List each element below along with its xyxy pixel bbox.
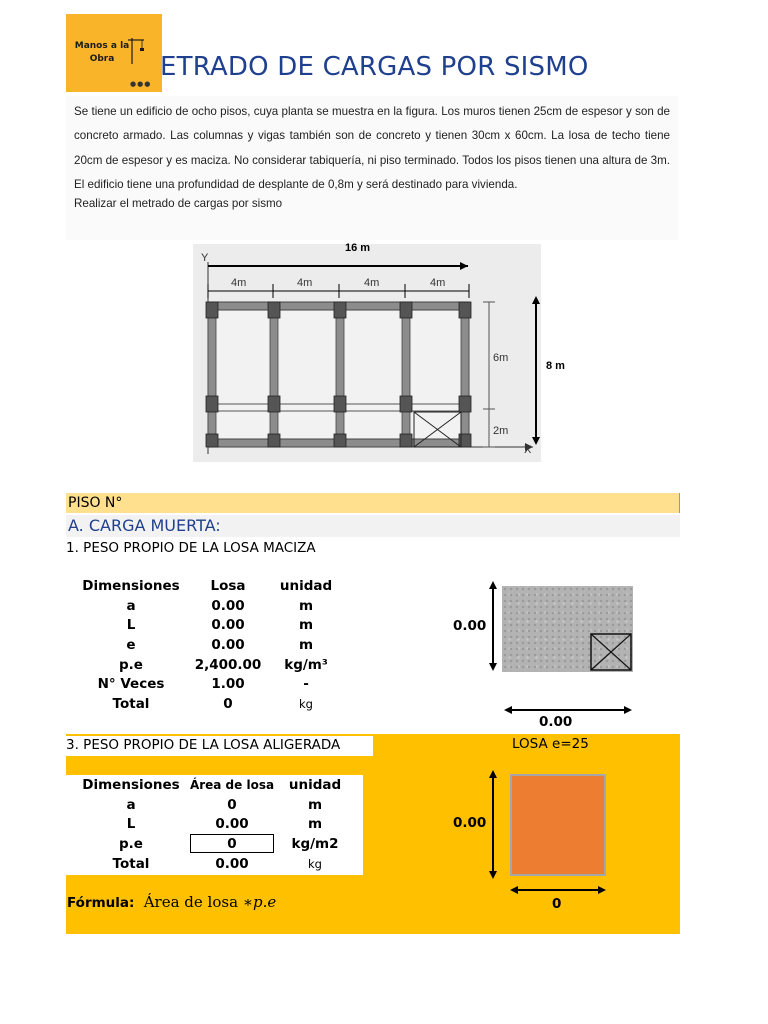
table-cell[interactable]: 1.00: [211, 676, 245, 693]
table-header-row: [74, 576, 344, 596]
table-cell: [188, 834, 276, 854]
carga-muerta-heading: A. CARGA MUERTA:: [66, 515, 680, 537]
bay-label: 4m: [297, 277, 313, 289]
span-2-label: 2m: [493, 425, 509, 437]
table-row: [74, 854, 354, 874]
table-cell[interactable]: 0.00: [211, 636, 245, 653]
span-6-label: 6m: [493, 352, 509, 364]
logo-dots: ●●●: [130, 80, 152, 88]
table-cell: p.e: [119, 656, 143, 673]
bay-label: 4m: [231, 277, 247, 289]
table-cell[interactable]: 0.00: [215, 816, 249, 833]
losa-thickness-label: LOSA e=25: [512, 736, 589, 752]
table-header-row: [74, 775, 354, 795]
section-losa-aligerada-title: 3. PESO PROPIO DE LA LOSA ALIGERADA: [66, 736, 373, 756]
pe-input-cell[interactable]: 0: [190, 834, 274, 853]
maciza-width-value: 0.00: [539, 714, 573, 730]
losa-aligerada-shape: [510, 774, 606, 876]
logo-line1: Manos a la: [74, 41, 130, 51]
table-header-cell: Dimensiones: [82, 776, 180, 793]
problem-instruction: Realizar el metrado de cargas por sismo: [74, 197, 283, 211]
building-plan-figure: [193, 244, 541, 462]
table-cell: a: [126, 796, 136, 813]
concrete-slab-image: [502, 586, 633, 672]
formula-operator: ∗: [242, 893, 254, 911]
table-cell[interactable]: 0.00: [211, 597, 245, 614]
table-row: [74, 795, 354, 815]
formula-label: Fórmula:: [67, 895, 135, 911]
crane-icon: [126, 36, 146, 66]
piso-number-row: PISO N°: [66, 493, 680, 513]
problem-text: Se tiene un edificio de ocho pisos, cuya planta se muestra en la figura. Los muros tienen 25cm de espesor y son de concreto armado. Las columnas y vigas también son de concreto y tienen 30cm x 60cm. La losa de techo tiene 20cm de espesor y es maciza. No considerar tabiquería, ni piso terminado. Todos los pisos tienen una altura de 3m. El edificio tiene una profundidad de desplante de 0,8m y será destinado para vivienda.: [74, 105, 670, 191]
table-cell: a: [126, 597, 136, 614]
aligerada-height-value: 0.00: [453, 815, 487, 831]
logo-line2: Obra: [89, 54, 115, 64]
maciza-height-value: 0.00: [453, 618, 487, 634]
table-cell: m: [298, 636, 314, 653]
axis-x-label: X: [524, 444, 532, 456]
section-losa-maciza-title: 1. PESO PROPIO DE LA LOSA MACIZA: [66, 540, 316, 556]
table-cell: Total: [112, 855, 150, 872]
table-cell[interactable]: 0: [227, 796, 237, 813]
page-title: ETRADO DE CARGAS POR SISMO: [160, 52, 589, 82]
table-row: [74, 596, 344, 616]
table-row: [74, 635, 344, 655]
table-cell[interactable]: 0: [223, 695, 233, 712]
table-header-cell: Losa: [210, 577, 246, 594]
problem-statement: [66, 96, 678, 240]
table-row: [74, 615, 344, 635]
table-header-cell: Dimensiones: [82, 577, 180, 594]
table-cell: L: [126, 617, 136, 634]
table-cell: m: [298, 597, 314, 614]
table-cell: kg/m³: [284, 656, 328, 673]
table-row: [74, 834, 354, 854]
table-cell: kg: [299, 696, 313, 711]
table-row: [74, 655, 344, 675]
table-cell: Total: [112, 695, 150, 712]
table-cell: N° Veces: [97, 676, 165, 693]
formula-expression: [144, 893, 277, 911]
table-row: [74, 674, 344, 694]
table-cell[interactable]: 2,400.00: [194, 656, 262, 673]
stairwell-icon: [590, 633, 632, 671]
table-header-cell: unidad: [288, 776, 342, 793]
table-header-cell: Área de losa: [189, 777, 275, 792]
table-cell: -: [303, 676, 309, 693]
losa-aligerada-table: [74, 775, 354, 873]
table-row: [74, 814, 354, 834]
bay-label: 4m: [364, 277, 380, 289]
table-cell: kg: [308, 856, 322, 871]
plan-total-depth: 8 m: [546, 360, 565, 372]
table-cell[interactable]: 0.00: [215, 855, 249, 872]
axis-y-label: Y: [201, 252, 209, 264]
plan-total-width: 16 m: [345, 242, 371, 254]
formula-variable: p.e: [253, 893, 277, 911]
logo-text: [72, 40, 132, 66]
table-cell: e: [126, 636, 136, 653]
bay-label: 4m: [430, 277, 446, 289]
building-plan-drawing: [193, 244, 541, 462]
table-cell[interactable]: 0.00: [211, 617, 245, 634]
table-row: [74, 694, 344, 714]
table-cell: kg/m2: [291, 835, 339, 852]
losa-maciza-table: [74, 576, 344, 714]
formula-text: Área de losa: [143, 893, 239, 911]
table-cell: m: [298, 617, 314, 634]
table-header-cell: unidad: [279, 577, 333, 594]
table-cell: m: [307, 796, 323, 813]
aligerada-width-value: 0: [552, 896, 562, 912]
table-cell: m: [307, 816, 323, 833]
table-cell: p.e: [119, 835, 143, 852]
logo: [66, 14, 162, 92]
table-cell: L: [126, 816, 136, 833]
formula-row: [67, 893, 276, 911]
